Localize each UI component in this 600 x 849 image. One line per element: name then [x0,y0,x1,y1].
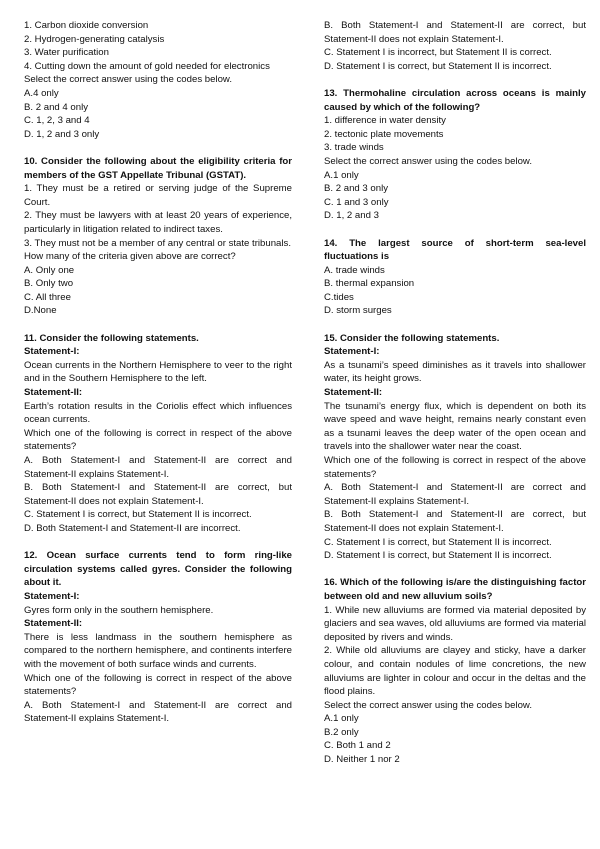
statement: 1. difference in water density [324,115,446,127]
answer-option: A.1 only [324,169,359,181]
answer-option: D. Statement I is correct, but Statement II is incorrect. [324,550,552,562]
answer-option: B. Both Statement-I and Statement-II are correct, but Statement-II does not explain Statement-I. [324,20,586,45]
answer-option: C. Statement I is incorrect, but Statement II is correct. [324,47,552,59]
answer-option: D. 1, 2 and 3 [324,210,379,222]
question-text: 13. Thermohaline circulation across oceans is mainly caused by which of the following? [324,87,586,113]
statement: 2. While old alluviums are clayey and sticky, have a darker colour, and contain nodules of lime concretions, the new alluviums are lighter in colour and occur in the deltas and the flood plains. [324,645,586,698]
statement-label: Statement-II: [24,618,83,630]
answer-option: C. Both 1 and 2 [324,740,391,752]
answer-option: D. 1, 2 and 3 only [24,128,100,140]
list-item: 1. Carbon dioxide conversion [24,20,149,31]
statement-label: Statement-I: [324,346,380,358]
statement: 3. trade winds [324,142,384,154]
statement-label: Statement-II: [24,387,83,399]
prompt-text: Which one of the following is correct in respect of the above statements? [324,455,586,480]
question-text: 15. Consider the following statements. [324,332,500,344]
answer-option: B. 2 and 3 only [324,183,389,195]
instruction-text: Select the correct answer using the codes below. [24,74,232,86]
left-column [24,19,292,726]
prompt-text: Which one of the following is correct in respect of the above statements? [24,672,292,698]
instruction-text: Select the correct answer using the codes below. [324,699,532,711]
statement: Gyres form only in the southern hemisphere. [24,604,214,616]
list-item: 2. Hydrogen-generating catalysis [24,33,165,45]
answer-option: C. 1 and 3 only [324,196,389,208]
statement: The tsunami’s energy flux, which is dependent on both its wave speed and wave height, remains nearly constant even as a tsunami leaves the deep water of the open ocean and travels into the shallower water near the coast. [324,400,586,453]
question-text: 12. Ocean surface currents tend to form ring-like circulation systems called gyres. Consider the following about it. [24,550,292,589]
answer-option: D.None [24,305,57,317]
q12-tail [324,19,586,73]
question-text: 11. Consider the following statements. [24,332,199,344]
statement: Earth’s rotation results in the Coriolis effect which influences ocean currents. [24,400,292,426]
statement: Ocean currents in the Northern Hemisphere to veer to the right and in the Southern Hemisphere to the left. [24,359,292,385]
question-text: 14. The largest source of short-term sea-level fluctuations is [324,237,586,263]
list-item: 3. Water purification [24,47,109,59]
answer-option: B. 2 and 4 only [24,101,89,113]
answer-option: A.4 only [24,87,59,99]
answer-option: B. Both Statement-I and Statement-II are correct, but Statement-II does not explain Statement-I. [324,509,586,534]
question-text: 16. Which of the following is/are the distinguishing factor between old and new alluvium soils? [324,577,586,602]
statement-label: Statement-I: [24,346,80,358]
list-item: 4. Cutting down the amount of gold needed for electronics [24,60,270,72]
statement: 3. They must not be a member of any central or state tribunals. [24,237,291,249]
answer-option: C. 1, 2, 3 and 4 [24,115,90,127]
statement: 2. tectonic plate movements [324,128,444,140]
right-column [324,19,586,767]
answer-option: D. Neither 1 nor 2 [324,754,400,766]
question-16 [324,576,586,766]
answer-option: B. Only two [24,278,74,290]
instruction-text: Select the correct answer using the codes below. [324,155,532,167]
answer-option: B. thermal expansion [324,278,415,290]
answer-option: A. Both Statement-I and Statement-II are correct and Statement-II explains Statement-I. [324,482,586,507]
question-11 [24,332,292,536]
statement-label: Statement-I: [24,590,80,602]
answer-option: A. trade winds [324,264,385,276]
answer-option: A. Both Statement-I and Statement-II are correct and Statement-II explains Statement-I. [24,699,292,725]
answer-option: D. Statement I is correct, but Statement II is incorrect. [324,60,552,72]
question-13 [324,87,586,223]
answer-option: C. Statement I is correct, but Statement II is incorrect. [24,509,252,521]
answer-option: C.tides [324,291,354,303]
statement-label: Statement-II: [324,387,383,399]
statement: 2. They must be lawyers with at least 20 years of experience, particularly in litigation related to indirect taxes. [24,210,292,235]
statement: There is less landmass in the southern hemisphere as compared to the northern hemisphere, and continents interfere with the movement of both surface winds and currents. [24,631,292,670]
statement: As a tsunami’s speed diminishes as it travels into shallower water, its height grows. [324,359,586,385]
question-10 [24,155,292,318]
answer-option: A. Only one [24,264,75,276]
answer-option: D. Both Statement-I and Statement-II are incorrect. [24,522,241,534]
q9-tail [24,19,292,141]
answer-option: B. Both Statement-I and Statement-II are correct, but Statement-II does not explain Statement-I. [24,482,292,507]
answer-option: A.1 only [324,713,359,725]
question-14 [324,237,586,319]
answer-option: D. storm surges [324,305,392,317]
prompt-text: How many of the criteria given above are correct? [24,251,236,263]
statement: 1. They must be a retired or serving judge of the Supreme Court. [24,183,292,208]
answer-option: C. All three [24,291,71,303]
question-text: 10. Consider the following about the eligibility criteria for members of the GST Appellate Tribunal (GSTAT). [24,155,292,181]
question-12 [24,549,292,726]
prompt-text: Which one of the following is correct in respect of the above statements? [24,427,292,453]
question-15 [324,332,586,563]
answer-option: B.2 only [324,726,359,738]
answer-option: A. Both Statement-I and Statement-II are correct and Statement-II explains Statement-I. [24,455,292,480]
statement: 1. While new alluviums are formed via material deposited by glaciers and sea waves, old alluviums are formed via material deposited by rivers and winds. [324,604,586,643]
answer-option: C. Statement I is correct, but Statement II is incorrect. [324,536,552,548]
